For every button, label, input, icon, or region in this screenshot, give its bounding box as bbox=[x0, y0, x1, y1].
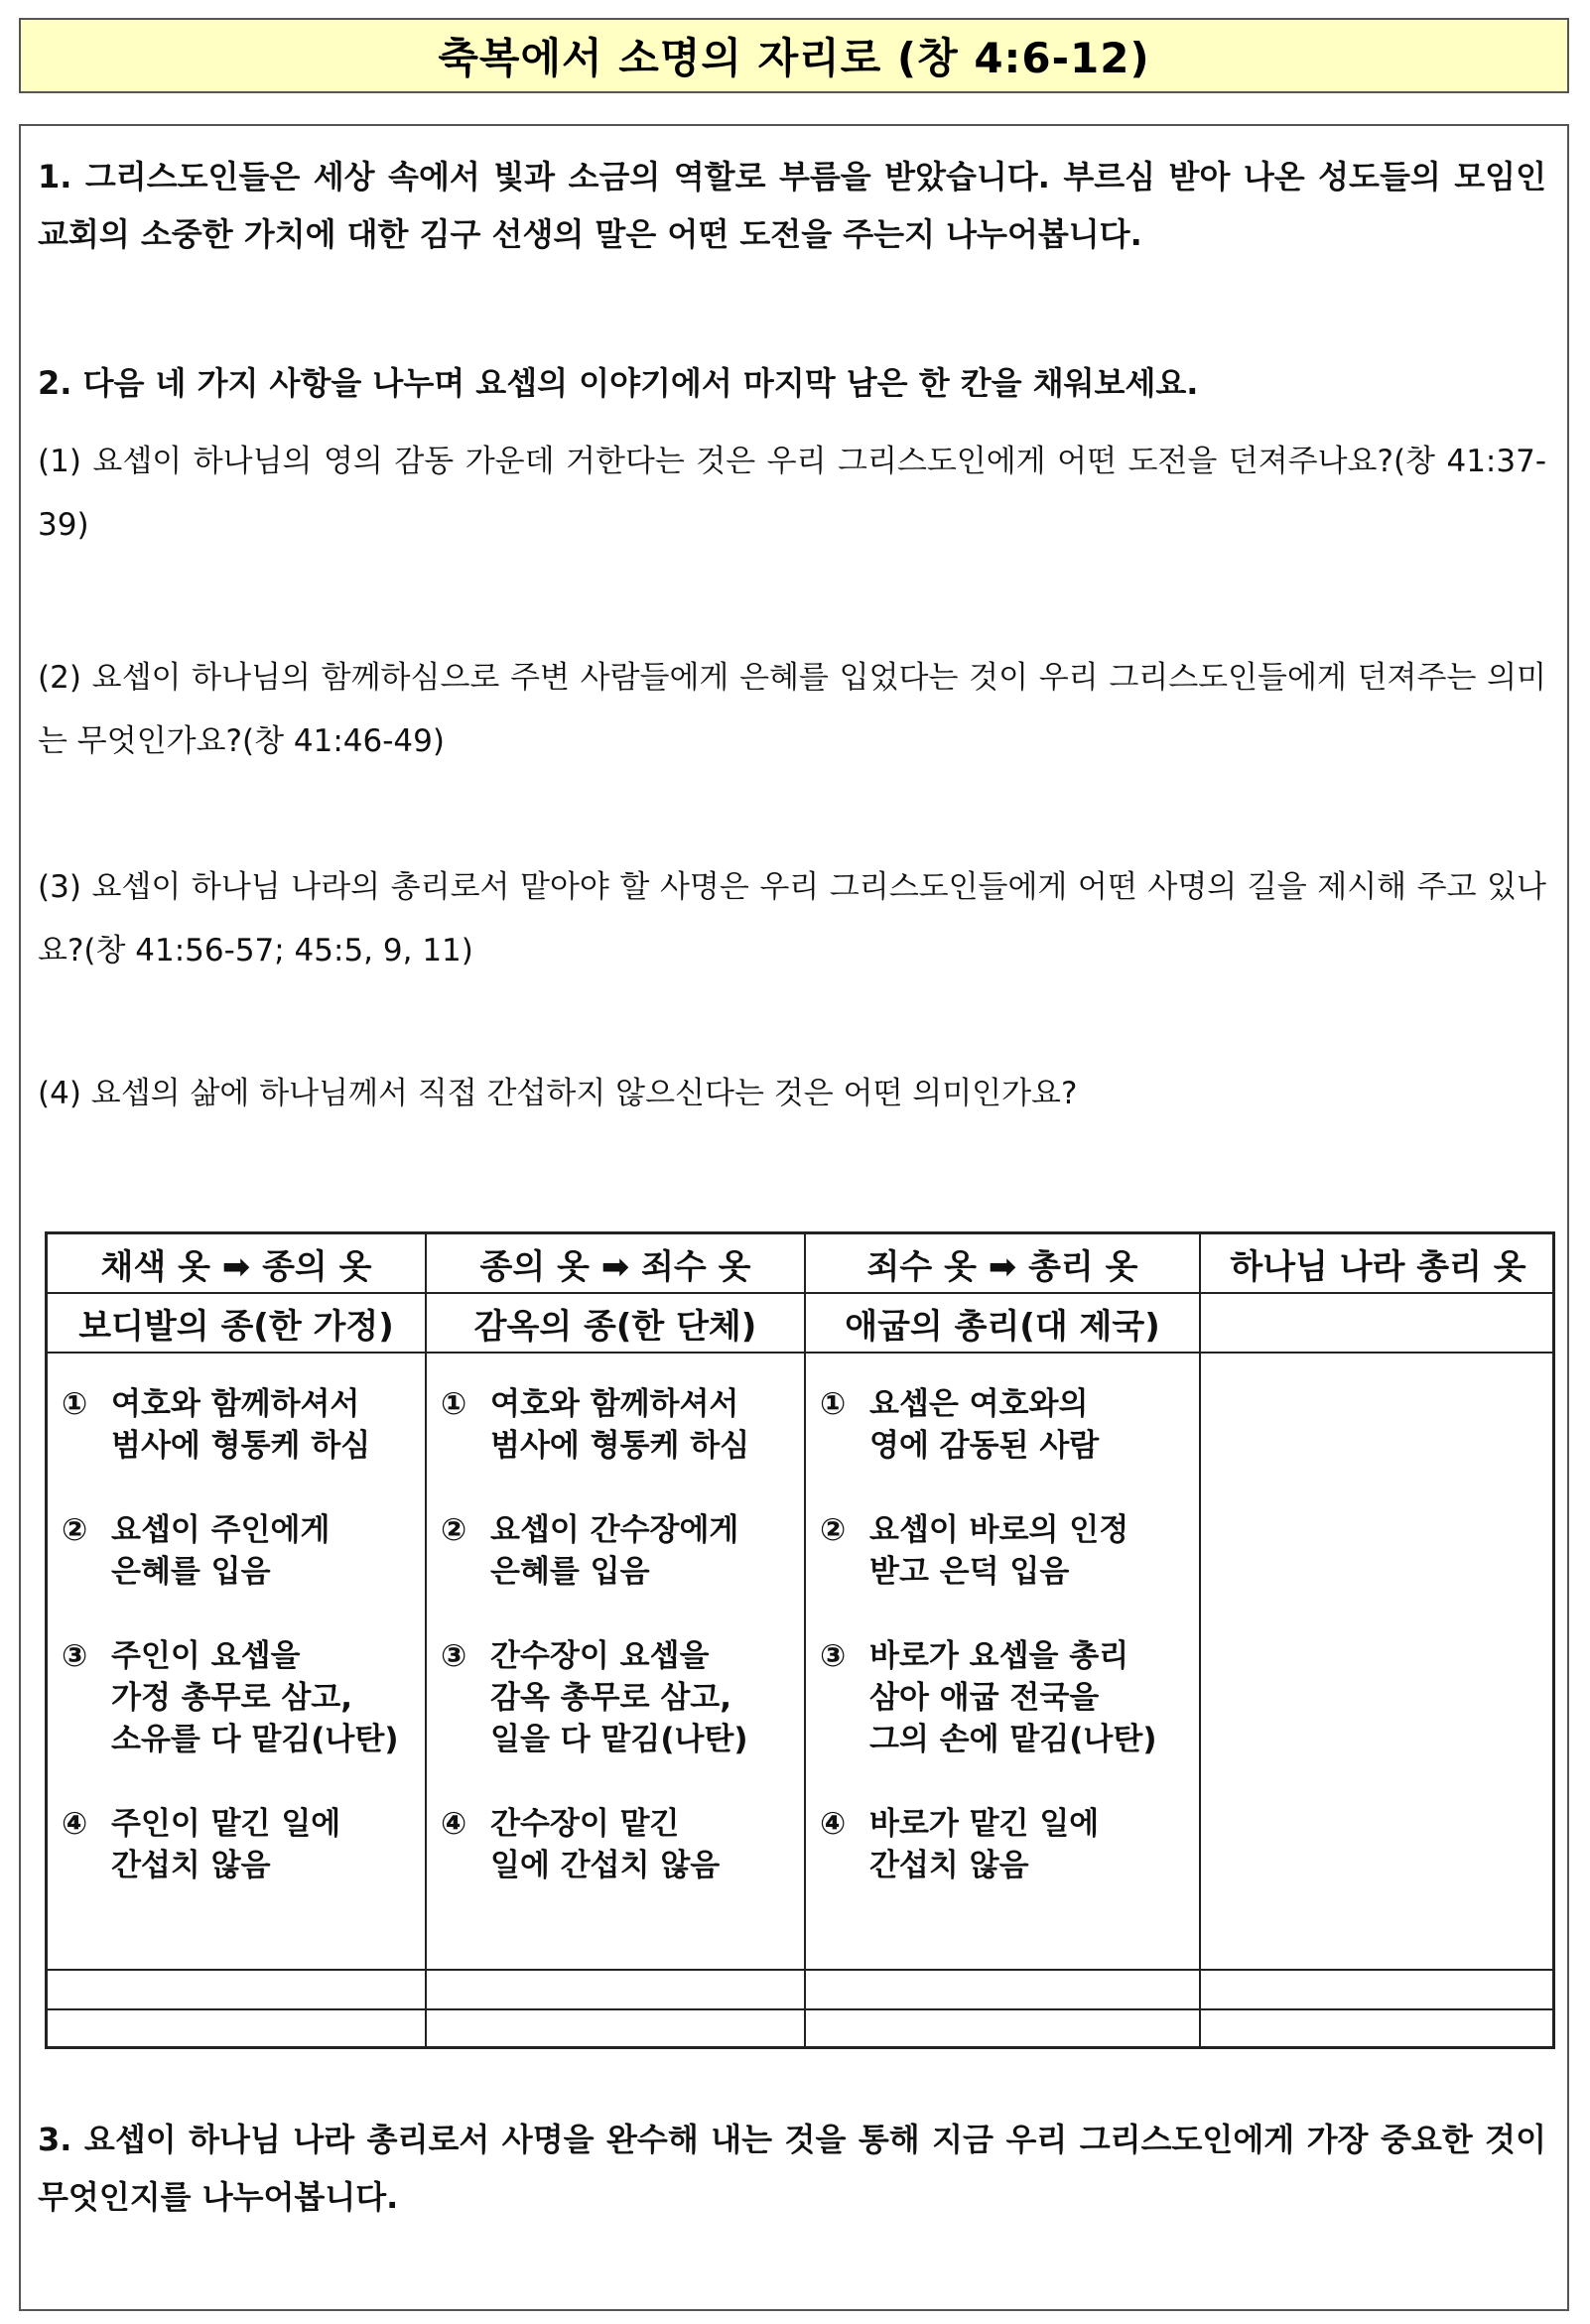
list-item bbox=[62, 1383, 399, 1467]
item-line: 일에 간섭치 않음 bbox=[490, 1848, 721, 1883]
table-header-1: 채색 옷 ➡ 종의 옷 bbox=[100, 1246, 372, 1287]
question-2-3: (3) 요셉이 하나님 나라의 총리로서 맡아야 할 사명은 우리 그리스도인들에게 어떤 사명의 길을 제시해 주고 있나요?(창 41:56-57; 45:5, 9, 11) bbox=[38, 869, 1546, 968]
item-line: 주인이 요셉을 bbox=[111, 1638, 301, 1674]
item-line: 주인이 맡긴 일에 bbox=[111, 1806, 341, 1842]
table-subheader-3: 애굽의 총리(대 제국) bbox=[845, 1306, 1160, 1347]
question-1: 1. 그리스도인들은 세상 속에서 빛과 소금의 역할로 부름을 받았습니다. 부르심 받아 나온 성도들의 모임인 교회의 소중한 가치에 대한 김구 선생의 말은 어떤 도전을 주는지 나누어봅니다. bbox=[38, 158, 1546, 253]
item-line: 범사에 형통케 하심 bbox=[111, 1428, 371, 1464]
list-item bbox=[441, 1383, 749, 1467]
table-subheader-4-empty bbox=[1201, 1294, 1555, 1352]
item-line: 받고 은덕 입음 bbox=[869, 1554, 1070, 1590]
question-3: 3. 요셉이 하나님 나라 총리로서 사명을 완수해 내는 것을 통해 지금 우리 그리스도인에게 가장 중요한 것이 무엇인지를 나누어봅니다. bbox=[38, 2121, 1546, 2216]
item-line: 간수장이 맡긴 bbox=[490, 1806, 680, 1842]
title-box bbox=[19, 18, 1569, 93]
table-subheader-1: 보디발의 종(한 가정) bbox=[78, 1306, 394, 1347]
item-number: ④ bbox=[441, 1806, 467, 1842]
item-line: 요셉이 주인에게 bbox=[111, 1512, 331, 1548]
table-subheader-2: 감옥의 종(한 단체) bbox=[473, 1306, 757, 1347]
question-2-2: (2) 요셉이 하나님의 함께하심으로 주변 사람들에게 은혜를 입었다는 것이 우리 그리스도인들에게 던져주는 의미는 무엇인가요?(창 41:46-49) bbox=[38, 660, 1546, 759]
list-item bbox=[62, 1635, 399, 1760]
item-line: 영에 감동된 사람 bbox=[869, 1428, 1100, 1464]
item-number: ① bbox=[62, 1386, 88, 1422]
item-line: 바로가 요셉을 총리 bbox=[869, 1638, 1129, 1674]
empty-answer-column[interactable] bbox=[1201, 1354, 1555, 1969]
item-line: 삼아 애굽 전국을 bbox=[869, 1680, 1100, 1716]
column-divider bbox=[804, 1234, 806, 2046]
item-number: ③ bbox=[441, 1638, 467, 1674]
item-number: ① bbox=[441, 1386, 467, 1422]
item-number: ① bbox=[820, 1386, 847, 1422]
worksheet-body bbox=[19, 124, 1569, 2311]
column-divider bbox=[425, 1234, 427, 2046]
list-item bbox=[820, 1635, 1157, 1760]
joseph-garment-table bbox=[45, 1231, 1555, 2049]
question-2-4: (4) 요셉의 삶에 하나님께서 직접 간섭하지 않으신다는 것은 어떤 의미인가요? bbox=[38, 1076, 1078, 1111]
item-number: ④ bbox=[820, 1806, 847, 1842]
list-item bbox=[820, 1383, 1157, 1467]
item-line: 그의 손에 맡김(나탄) bbox=[869, 1722, 1157, 1757]
table-header-3: 죄수 옷 ➡ 총리 옷 bbox=[866, 1246, 1138, 1287]
item-line: 범사에 형통케 하심 bbox=[490, 1428, 750, 1464]
item-number: ③ bbox=[62, 1638, 88, 1674]
table-header-4: 하나님 나라 총리 옷 bbox=[1230, 1246, 1526, 1287]
list-item bbox=[820, 1803, 1157, 1886]
item-number: ④ bbox=[62, 1806, 88, 1842]
list-item bbox=[62, 1509, 399, 1593]
question-2-1: (1) 요셉이 하나님의 영의 감동 가운데 거한다는 것은 우리 그리스도인에게 어떤 도전을 던져주나요?(창 41:37-39) bbox=[38, 444, 1546, 543]
item-number: ③ bbox=[820, 1638, 847, 1674]
item-line: 은혜를 입음 bbox=[111, 1554, 271, 1590]
item-line: 가정 총무로 삼고, bbox=[111, 1680, 352, 1716]
item-line: 간수장이 요셉을 bbox=[490, 1638, 710, 1674]
list-item bbox=[441, 1509, 749, 1593]
table-column-3 bbox=[820, 1383, 1157, 1929]
row-divider bbox=[48, 1969, 1552, 1971]
item-line: 여호와 함께하셔서 bbox=[490, 1386, 739, 1422]
item-line: 은혜를 입음 bbox=[490, 1554, 650, 1590]
item-line: 소유를 다 맡김(나탄) bbox=[111, 1722, 399, 1757]
item-number: ② bbox=[441, 1512, 467, 1548]
row-divider bbox=[48, 2008, 1552, 2010]
item-line: 요셉이 바로의 인정 bbox=[869, 1512, 1129, 1548]
list-item bbox=[441, 1803, 749, 1886]
item-line: 바로가 맡긴 일에 bbox=[869, 1806, 1100, 1842]
item-number: ② bbox=[62, 1512, 88, 1548]
table-header-2: 종의 옷 ➡ 죄수 옷 bbox=[479, 1246, 751, 1287]
list-item bbox=[62, 1803, 399, 1886]
item-line: 간섭치 않음 bbox=[869, 1848, 1029, 1883]
question-2: 2. 다음 네 가지 사항을 나누며 요셉의 이야기에서 마지막 남은 한 칸을 채워보세요. bbox=[38, 364, 1199, 402]
item-line: 요셉은 여호와의 bbox=[869, 1386, 1089, 1422]
item-line: 요셉이 간수장에게 bbox=[490, 1512, 739, 1548]
table-column-2 bbox=[441, 1383, 749, 1929]
list-item bbox=[820, 1509, 1157, 1593]
item-line: 간섭치 않음 bbox=[111, 1848, 271, 1883]
item-line: 감옥 총무로 삼고, bbox=[490, 1680, 731, 1716]
item-number: ② bbox=[820, 1512, 847, 1548]
item-line: 여호와 함께하셔서 bbox=[111, 1386, 360, 1422]
table-column-1 bbox=[62, 1383, 399, 1929]
page-title: 축복에서 소명의 자리로 (창 4:6-12) bbox=[438, 34, 1150, 82]
item-line: 일을 다 맡김(나탄) bbox=[490, 1722, 748, 1757]
list-item bbox=[441, 1635, 749, 1760]
